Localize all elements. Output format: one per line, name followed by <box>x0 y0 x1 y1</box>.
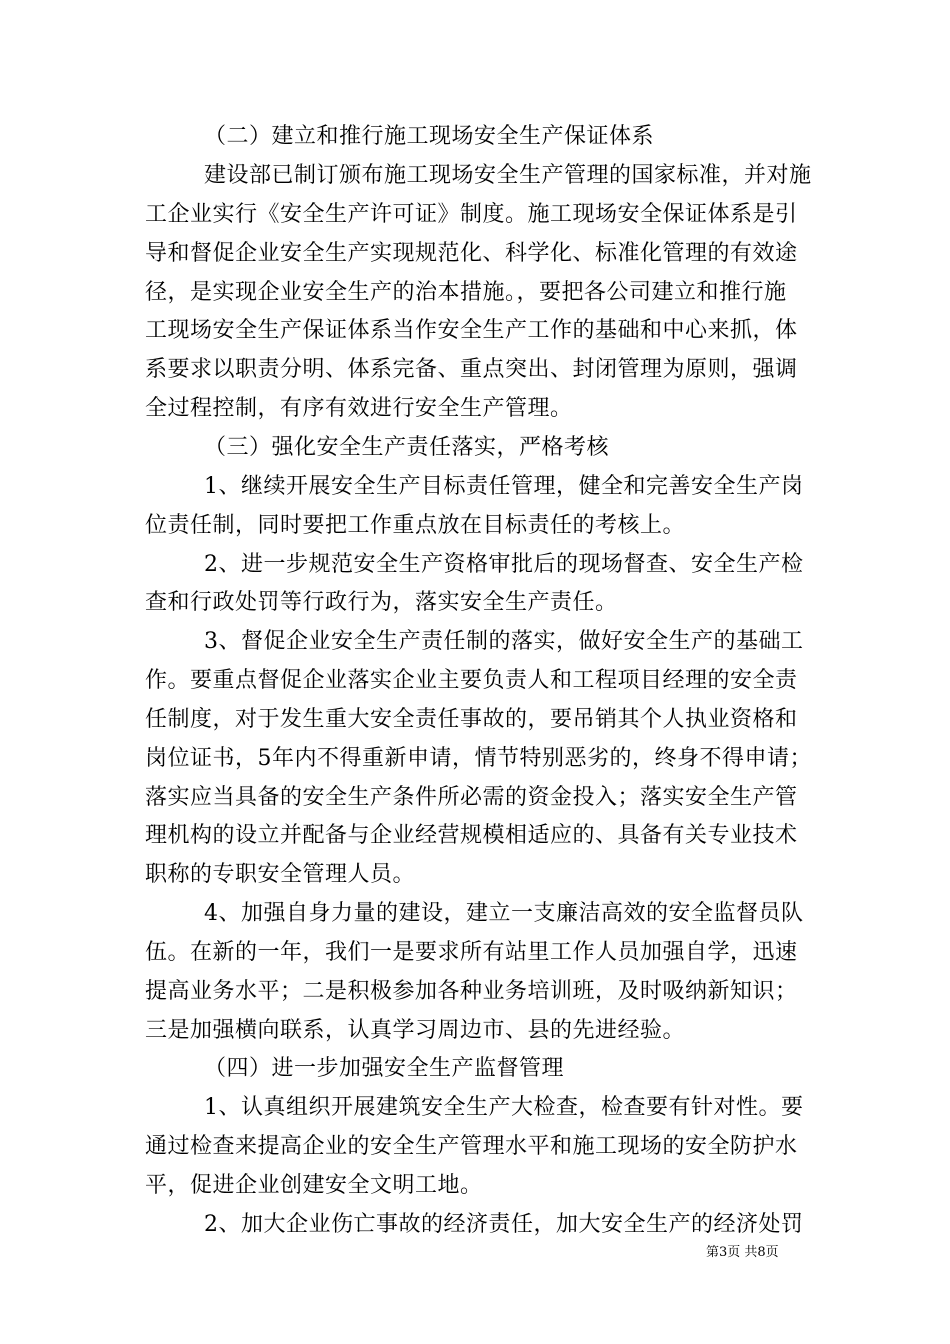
paragraph-line: 平，促进企业创建安全文明工地。 <box>145 1173 483 1198</box>
paragraph-line: 1、继续开展安全生产目标责任管理，健全和完善安全生产岗 <box>204 474 804 499</box>
paragraph-line: 3、督促企业安全生产责任制的落实，做好安全生产的基础工 <box>204 629 804 654</box>
paragraph-line: 理机构的设立并配备与企业经营规模相适应的、具备有关专业技术 <box>145 823 798 848</box>
paragraph-line: 作。要重点督促企业落实企业主要负责人和工程项目经理的安全责 <box>145 668 798 693</box>
paragraph-line: 系要求以职责分明、体系完备、重点突出、封闭管理为原则，强调 <box>145 357 798 382</box>
paragraph-line: 1、认真组织开展建筑安全生产大检查，检查要有针对性。要 <box>204 1095 804 1120</box>
paragraph-line: 通过检查来提高企业的安全生产管理水平和施工现场的安全防护水 <box>145 1134 798 1159</box>
paragraph-line: 建设部已制订颁布施工现场安全生产管理的国家标准，并对施 <box>204 163 812 188</box>
paragraph-line: 工企业实行《安全生产许可证》制度。施工现场安全保证体系是引 <box>145 202 798 227</box>
paragraph-line: 全过程控制，有序有效进行安全生产管理。 <box>145 396 573 421</box>
paragraph-line: 任制度，对于发生重大安全责任事故的，要吊销其个人执业资格和 <box>145 707 798 732</box>
paragraph-line: 导和督促企业安全生产实现规范化、科学化、标准化管理的有效途 <box>145 241 798 266</box>
section-heading-3: （三）强化安全生产责任落实，严格考核 <box>204 435 610 460</box>
paragraph-line: 三是加强横向联系，认真学习周边市、县的先进经验。 <box>145 1018 686 1043</box>
paragraph-line: 落实应当具备的安全生产条件所必需的资金投入；落实安全生产管 <box>145 785 798 810</box>
paragraph-line: 径，是实现企业安全生产的治本措施。，要把各公司建立和推行施 <box>145 280 787 305</box>
paragraph-line: 2、进一步规范安全生产资格审批后的现场督查、安全生产检 <box>204 552 804 577</box>
paragraph-line: 工现场安全生产保证体系当作安全生产工作的基础和中心来抓，体 <box>145 318 798 343</box>
section-heading-2: （二）建立和推行施工现场安全生产保证体系 <box>204 124 655 149</box>
paragraph-line: 岗位证书，5年内不得重新申请，情节特别恶劣的，终身不得申请； <box>145 746 812 771</box>
section-heading-4: （四）进一步加强安全生产监督管理 <box>204 1056 565 1081</box>
paragraph-line: 位责任制，同时要把工作重点放在目标责任的考核上。 <box>145 513 686 538</box>
paragraph-line: 4、加强自身力量的建设，建立一支廉洁高效的安全监督员队 <box>204 901 804 926</box>
paragraph-line: 提高业务水平；二是积极参加各种业务培训班，及时吸纳新知识； <box>145 979 798 1004</box>
paragraph-line: 查和行政处罚等行政行为，落实安全生产责任。 <box>145 590 618 615</box>
paragraph-line: 伍。在新的一年，我们一是要求所有站里工作人员加强自学，迅速 <box>145 940 798 965</box>
page-number: 第3页 共8页 <box>706 1245 779 1260</box>
paragraph-line: 2、加大企业伤亡事故的经济责任，加大安全生产的经济处罚 <box>204 1212 804 1237</box>
paragraph-line: 职称的专职安全管理人员。 <box>145 862 416 887</box>
